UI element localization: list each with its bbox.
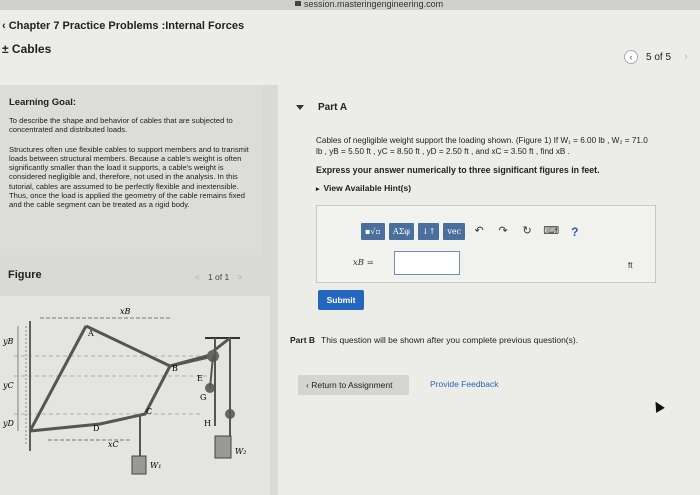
label-yb: yB <box>3 337 14 346</box>
browser-bar <box>0 0 700 10</box>
next-item-button[interactable]: › <box>684 51 688 61</box>
url-text[interactable]: session.masteringengineering.com <box>295 0 443 9</box>
label-h: H <box>204 419 211 428</box>
answer-box <box>316 205 656 283</box>
item-pager <box>624 50 693 64</box>
chevron-left-icon: ‹ <box>306 380 312 390</box>
part-a-label: Part A <box>318 102 348 113</box>
cable-left <box>30 326 86 431</box>
vector-button[interactable]: vec <box>443 223 465 240</box>
chapter-breadcrumb[interactable]: ‹ Chapter 7 Practice Problems :Internal Forces <box>2 20 245 32</box>
question-panel <box>278 85 700 495</box>
learning-goal-text: To describe the shape and behavior of cables that are subjected to concentrated and distributed loads. <box>9 116 233 135</box>
keyboard-icon[interactable]: ⌨ <box>543 225 560 237</box>
part-a-header[interactable] <box>296 102 347 113</box>
reset-icon[interactable]: ↻ <box>522 225 532 237</box>
figure-pager <box>195 272 242 282</box>
subscript-button[interactable]: ↓↑ <box>418 223 439 240</box>
cable-figure <box>0 296 270 495</box>
answer-unit: ft <box>628 261 633 270</box>
cable-upper <box>86 326 230 366</box>
learning-goal-title: Learning Goal: <box>9 97 77 108</box>
undo-icon[interactable]: ↶ <box>474 225 484 237</box>
learning-goal-description: Structures often use flexible cables to support members and to transmit loads between structural members. Because a cable's weight is often significantly smaller than the load it supports, a cable's weight is considered negligible and, therefore, not used in the analysis. In this tutorial, cables are assumed to be perfectly flexible and inextensible. Thus, once the load is applied the geometry of the cable remains fixed and the cable segment can be treated as a rigid body. <box>9 144 249 210</box>
label-d: D <box>93 424 100 433</box>
label-xb: xB <box>120 307 131 316</box>
templates-button[interactable]: ▪√▫ <box>361 223 385 240</box>
math-toolbar <box>361 223 578 240</box>
xb-answer-input[interactable] <box>394 251 460 275</box>
view-hints-link[interactable]: ▸ View Available Hint(s) <box>316 183 412 193</box>
figure-next-button[interactable]: > <box>237 272 243 282</box>
label-b: B <box>172 364 178 373</box>
greek-symbols-button[interactable]: ΑΣφ <box>389 223 414 240</box>
collapse-triangle-icon[interactable] <box>296 105 304 110</box>
label-g: G <box>200 393 207 402</box>
prev-item-button[interactable]: ‹ <box>624 50 638 64</box>
submit-button[interactable]: Submit <box>318 290 364 310</box>
part-b-row <box>290 335 578 345</box>
provide-feedback-link[interactable]: Provide Feedback <box>430 379 499 389</box>
page-header <box>0 10 700 85</box>
label-e: E <box>197 374 203 383</box>
answer-variable-label: xB = <box>353 258 374 268</box>
figure-header <box>0 262 262 296</box>
label-xc: xC <box>108 440 119 449</box>
part-b-text: This question will be shown after you complete previous question(s). <box>321 335 579 345</box>
mouse-cursor-icon <box>651 399 665 413</box>
figure-prev-button[interactable]: < <box>195 272 200 282</box>
cable-diagram <box>0 296 270 495</box>
label-a: A <box>88 329 94 338</box>
part-b-label: Part B <box>290 335 316 345</box>
weight-w2 <box>215 436 231 458</box>
lock-icon <box>295 1 301 6</box>
weight-w1 <box>132 456 146 474</box>
plus-minus-icon: ± <box>2 42 12 56</box>
label-yc: yC <box>3 381 14 390</box>
section-title: ± Cables <box>2 42 52 56</box>
redo-icon[interactable]: ↷ <box>498 225 508 237</box>
return-to-assignment-button[interactable]: ‹ Return to Assignment <box>298 375 409 395</box>
answer-instructions: Express your answer numerically to three significant figures in feet. <box>316 165 600 175</box>
label-w1: W₁ <box>150 461 162 470</box>
help-icon[interactable]: ? <box>571 224 579 239</box>
label-c: C <box>146 407 153 416</box>
problem-statement: Cables of negligible weight support the loading shown. (Figure 1) If W₁ = 6.00 lb , W₂ = 71.0 lb , yB = 5.50 ft , yC = 8.50 ft , yD = 2.50 ft , and xC = 3.50 ft , find xB . <box>316 136 648 156</box>
figure-title: Figure <box>8 269 42 281</box>
label-yd: yD <box>3 419 14 428</box>
chevron-left-icon: ‹ <box>2 20 9 32</box>
figure-pager-text: 1 of 1 <box>207 272 230 282</box>
item-pager-text: 5 of 5 <box>646 51 672 63</box>
learning-goal-panel <box>0 85 262 255</box>
label-w2: W₂ <box>235 447 247 456</box>
caret-right-icon: ▸ <box>316 186 320 193</box>
